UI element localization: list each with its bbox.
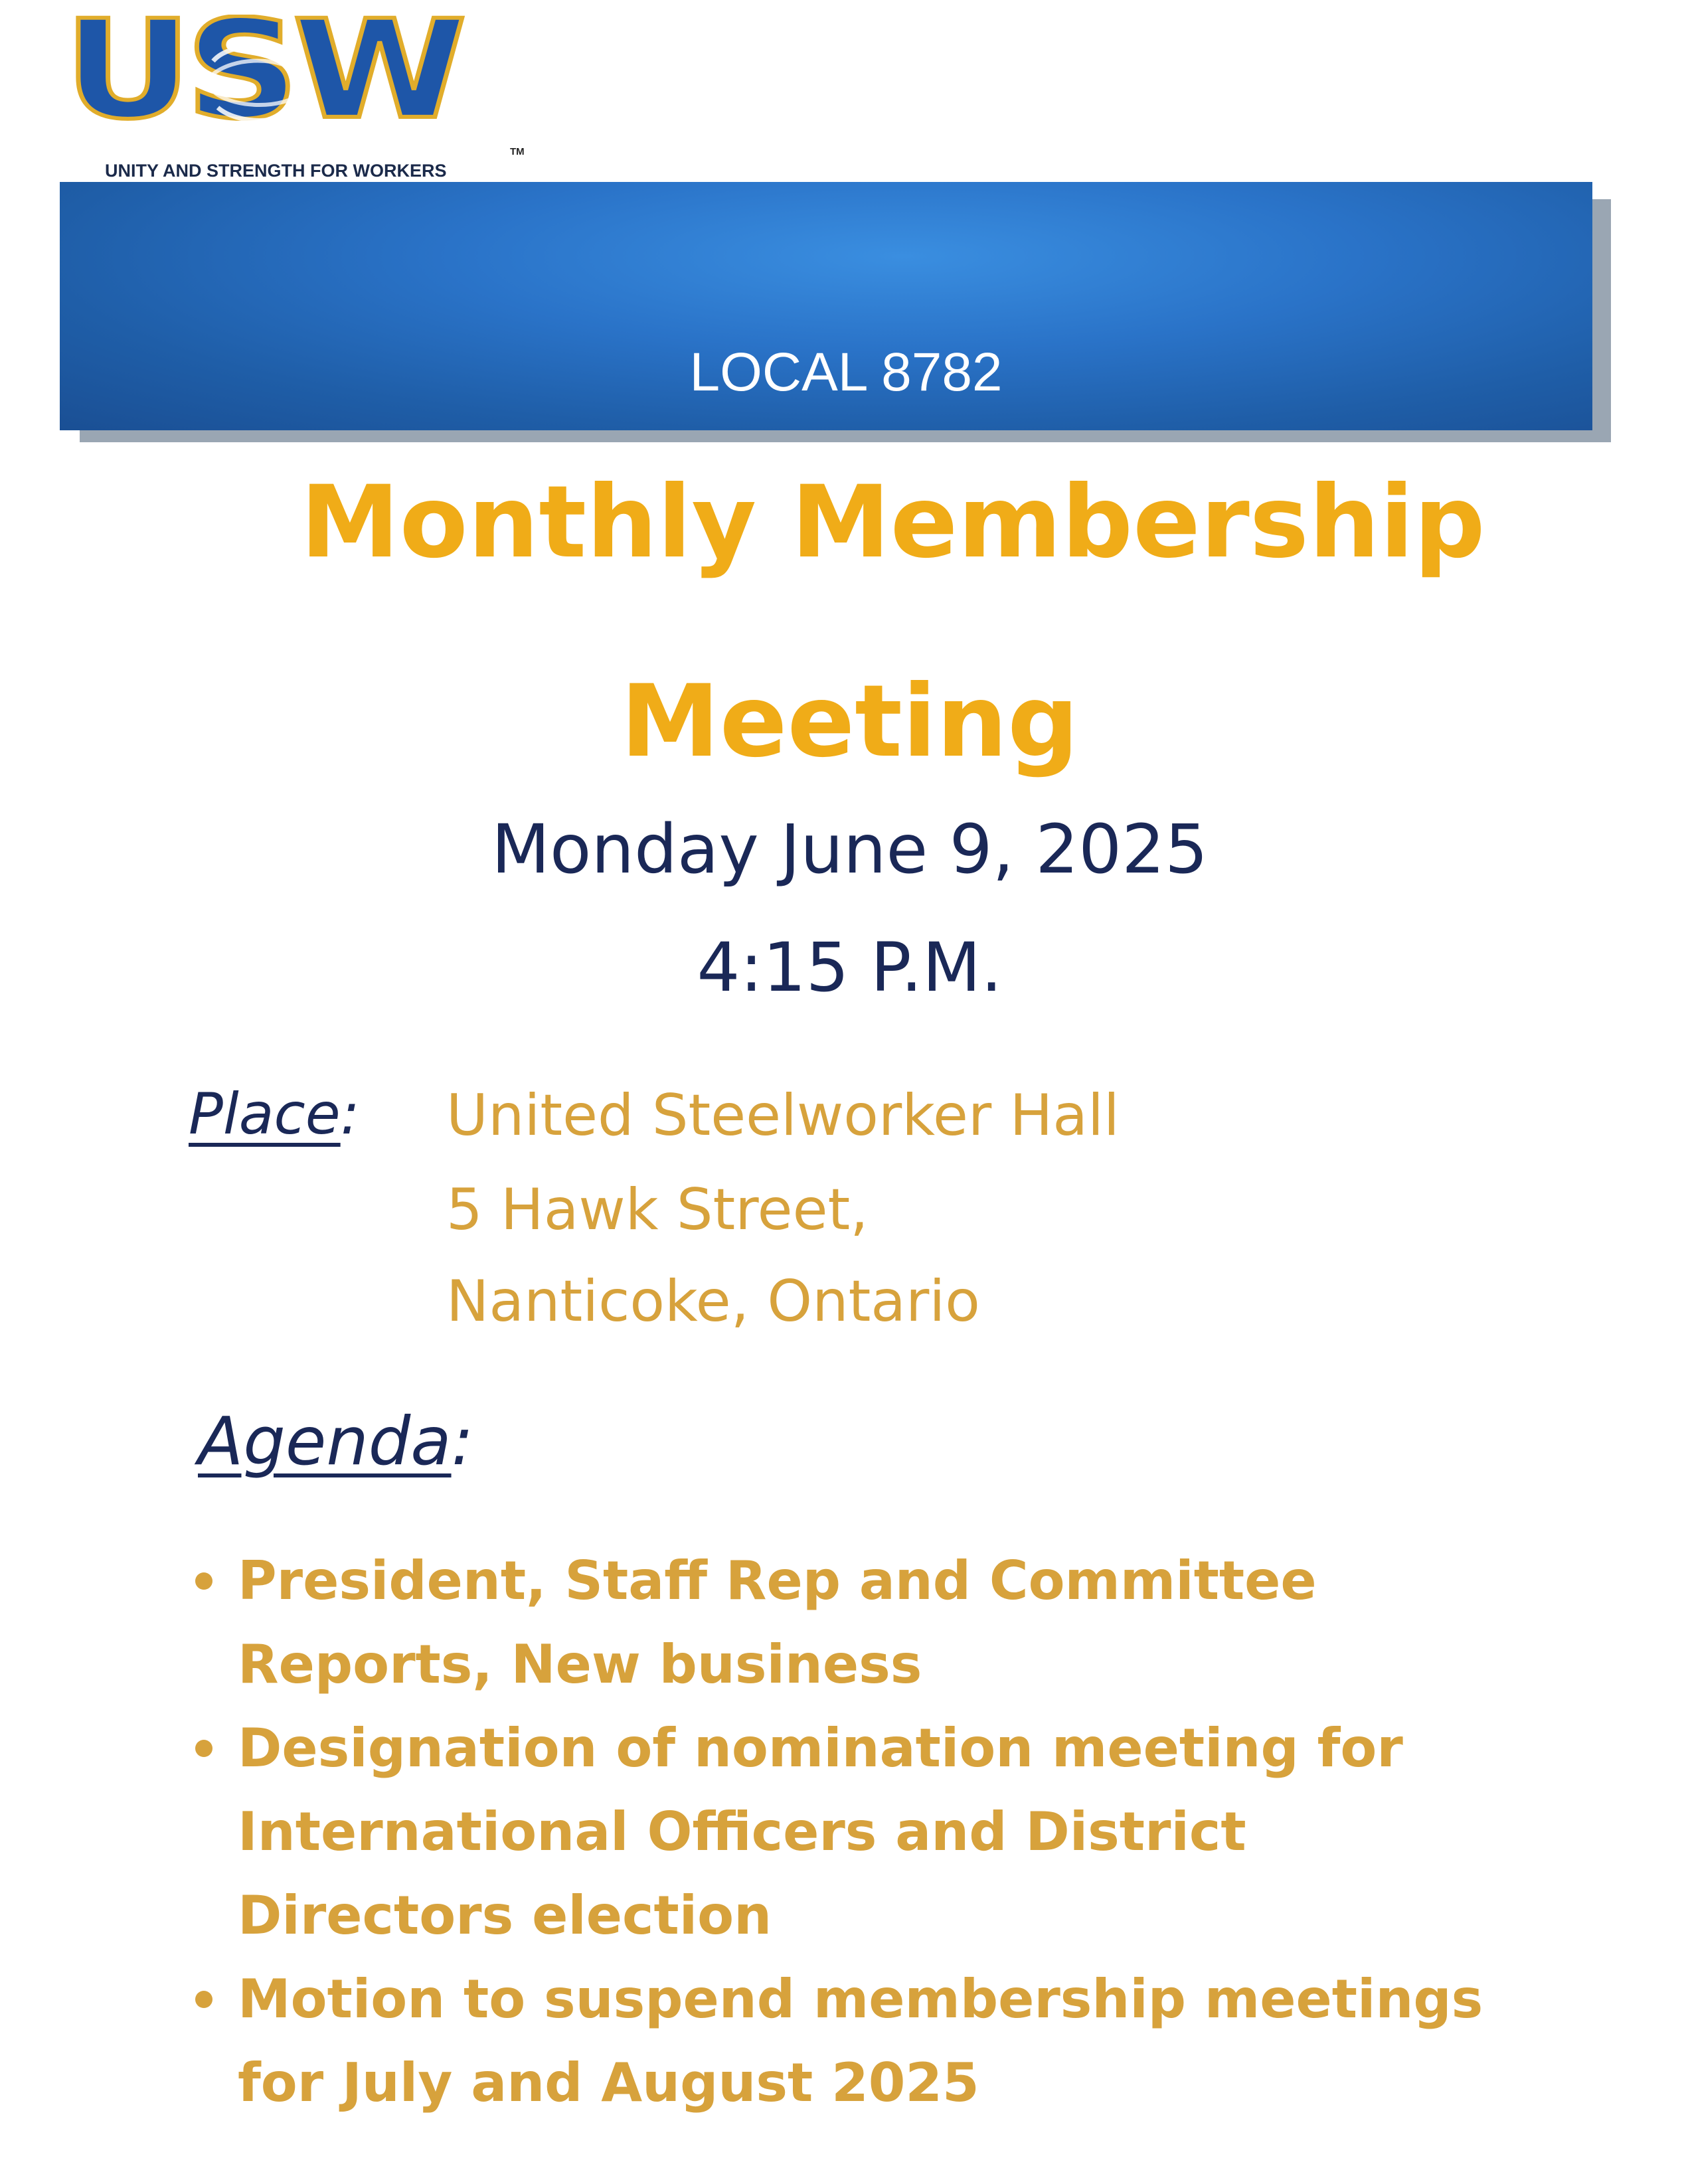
agenda-list: [193, 1539, 1653, 2125]
logo-trademark: TM: [510, 146, 525, 157]
agenda-item: [193, 1707, 1653, 1958]
agenda-item-line: International Officers and District: [238, 1801, 1246, 1863]
local-banner: [60, 182, 1592, 430]
place-line-venue: United Steelworker Hall: [446, 1082, 1120, 1149]
agenda-item-line: Motion to suspend membership meetings: [238, 1968, 1483, 2030]
logo-tagline: UNITY AND STRENGTH FOR WORKERS: [105, 161, 447, 181]
banner-title: LOCAL 8782: [689, 342, 1003, 402]
agenda-item: [193, 1539, 1653, 1707]
agenda-item: [193, 1958, 1653, 2125]
logo-swoosh-icon: [64, 15, 475, 147]
agenda-label: [198, 1402, 473, 1480]
headline-line-1: Monthly Membership: [300, 465, 1485, 580]
headline-line-2: Meeting: [620, 664, 1079, 780]
usw-logo: [64, 15, 525, 181]
logo-letters: USW: [64, 15, 461, 127]
agenda-item-line: President, Staff Rep and Committee: [238, 1550, 1317, 1612]
bullet-icon: [195, 1740, 212, 1757]
place-line-city: Nanticoke, Ontario: [446, 1268, 980, 1335]
agenda-label-colon: :: [451, 1402, 474, 1480]
meeting-time: 4:15 P.M.: [697, 928, 1003, 1007]
agenda-label-text: Agenda: [198, 1402, 452, 1480]
place-label-colon: :: [340, 1081, 360, 1147]
place-line-street: 5 Hawk Street,: [446, 1177, 869, 1243]
bullet-icon: [195, 1572, 212, 1590]
place-label-text: Place: [189, 1081, 341, 1147]
agenda-item-line: Directors election: [238, 1885, 772, 1946]
agenda-item-line: Designation of nomination meeting for: [238, 1717, 1403, 1779]
meeting-date: Monday June 9, 2025: [491, 810, 1208, 889]
place-label: [189, 1081, 360, 1147]
bullet-icon: [195, 1991, 212, 2008]
agenda-item-line: Reports, New business: [238, 1634, 922, 1695]
agenda-item-line: for July and August 2025: [238, 2052, 979, 2114]
